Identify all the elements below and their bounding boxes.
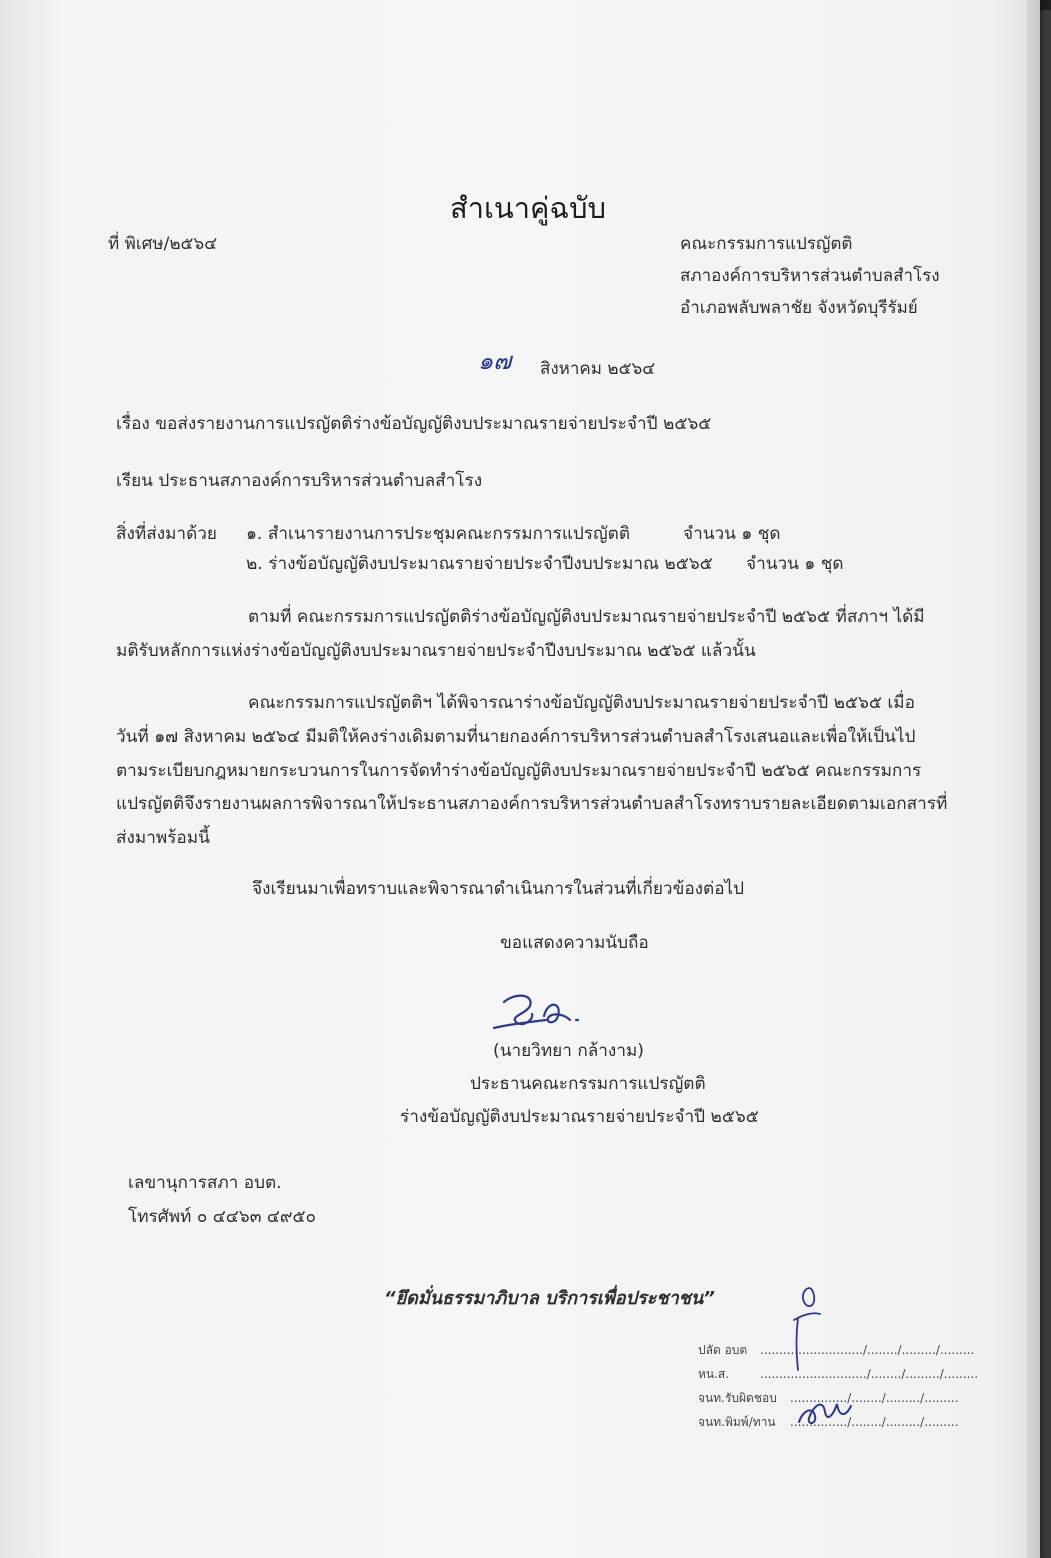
routing-dots-3: .............../......../........./......... bbox=[790, 1391, 959, 1405]
enclosure-item-2: ๒. ร่างข้อบัญญัติงบประมาณรายจ่ายประจำปีงบประมาณ ๒๕๖๕ bbox=[246, 554, 713, 574]
contact-line-2: โทรศัพท์ ๐ ๔๔๖๓ ๔๙๕๐ bbox=[128, 1207, 317, 1227]
signer-name: (นายวิทยา กล้างาม) bbox=[493, 1041, 645, 1061]
enclosure-qty-1: จำนวน ๑ ชุด bbox=[683, 524, 781, 544]
sender-line-3: อำเภอพลับพลาชัย จังหวัดบุรีรัมย์ bbox=[680, 298, 918, 318]
para2-line-5: ส่งมาพร้อมนี้ bbox=[116, 828, 210, 848]
routing-label-3: จนท.รับผิดชอบ bbox=[698, 1391, 777, 1405]
signer-title-line-2: ร่างข้อบัญญัติงบประมาณรายจ่ายประจำปี ๒๕๖๕ bbox=[400, 1107, 759, 1127]
contact-line-1: เลขานุการสภา อบต. bbox=[128, 1173, 282, 1193]
routing-dots-1: .........................../......../........./......... bbox=[760, 1343, 975, 1357]
copy-title: สำเนาคู่ฉบับ bbox=[450, 191, 606, 225]
para2-line-1: คณะกรรมการแปรญัตติฯ ได้พิจารณาร่างข้อบัญญัติงบประมาณรายจ่ายประจำปี ๒๕๖๕ เมื่อ bbox=[248, 693, 915, 713]
enclosure-item-1: ๑. สำเนารายงานการประชุมคณะกรรมการแปรญัตติ bbox=[246, 524, 631, 544]
signer-title-line-1: ประธานคณะกรรมการแปรญัตติ bbox=[470, 1074, 706, 1094]
paper-edge bbox=[1026, 0, 1040, 1558]
handwritten-initials-typist bbox=[795, 1392, 855, 1432]
recipient-line: เรียน ประธานสภาองค์การบริหารส่วนตำบลสำโรง bbox=[116, 471, 483, 491]
date-month-year: สิงหาคม ๒๕๖๔ bbox=[540, 359, 656, 379]
para2-line-4: แปรญัตติจึงรายงานผลการพิจารณาให้ประธานสภาองค์การบริหารส่วนตำบลสำโรงทราบรายละเอียดตามเอกสารที่ bbox=[116, 794, 948, 814]
subject-line: เรื่อง ขอส่งรายงานการแปรญัตติร่างข้อบัญญัติงบประมาณรายจ่ายประจำปี ๒๕๖๕ bbox=[116, 414, 712, 434]
slogan: “ยึดมั่นธรรมาภิบาล บริการเพื่อประชาชน” bbox=[384, 1288, 715, 1309]
para1-line-2: มติรับหลักการแห่งร่างข้อบัญญัติงบประมาณรายจ่ายประจำปีงบประมาณ ๒๕๖๕ แล้วนั้น bbox=[116, 641, 756, 661]
para3-line: จึงเรียนมาเพื่อทราบและพิจารณาดำเนินการในส่วนที่เกี่ยวข้องต่อไป bbox=[252, 879, 745, 899]
routing-dots-4: .............../......../........./......... bbox=[790, 1415, 959, 1429]
routing-label-2: หน.ส. bbox=[698, 1367, 730, 1381]
para2-line-3: ตามระเบียบกฎหมายกระบวนการในการจัดทำร่างข้อบัญญัติงบประมาณรายจ่ายประจำปี ๒๕๖๕ คณะกรรมการ bbox=[116, 761, 922, 781]
reference-number: ที่ พิเศษ/๒๕๖๔ bbox=[108, 234, 218, 254]
handwritten-signature bbox=[490, 990, 600, 1040]
sender-line-1: คณะกรรมการแปรญัตติ bbox=[680, 234, 853, 254]
date-day-handwritten: ๑๗ bbox=[478, 347, 512, 375]
enclosure-qty-2: จำนวน ๑ ชุด bbox=[746, 554, 844, 574]
para2-line-2: วันที่ ๑๗ สิงหาคม ๒๕๖๔ มีมติให้คงร่างเดิมตามที่นายกองค์การบริหารส่วนตำบลสำโรงเสนอและเพื่อให้เป็นไป bbox=[116, 727, 916, 747]
para1-line-1: ตามที่ คณะกรรมการแปรญัตติร่างข้อบัญญัติงบประมาณรายจ่ายประจำปี ๒๕๖๕ ที่สภาฯ ได้มี bbox=[248, 607, 925, 627]
closing-text: ขอแสดงความนับถือ bbox=[500, 933, 649, 953]
handwritten-initial-mark bbox=[790, 1284, 830, 1374]
routing-label-1: ปลัด อบต bbox=[698, 1343, 748, 1357]
routing-label-4: จนท.พิมพ์/ทาน bbox=[698, 1415, 776, 1429]
sender-line-2: สภาองค์การบริหารส่วนตำบลสำโรง bbox=[680, 266, 940, 286]
routing-dots-2: ............................/......../........./......... bbox=[760, 1367, 979, 1381]
enclosures-label: สิ่งที่ส่งมาด้วย bbox=[116, 524, 217, 544]
